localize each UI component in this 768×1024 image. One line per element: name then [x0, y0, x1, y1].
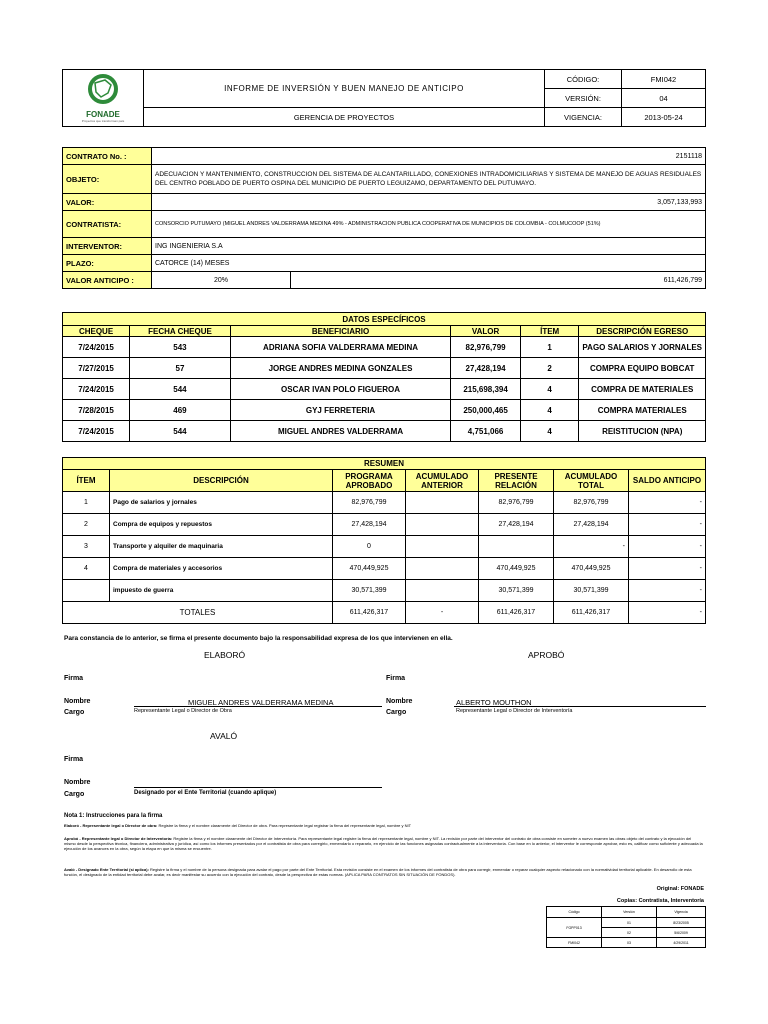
saldo-cell: -: [629, 580, 706, 602]
totals-row: [63, 602, 706, 624]
item-cell: 4: [63, 558, 110, 580]
aprobo-heading: APROBÓ: [528, 650, 565, 660]
item-cell: 4: [520, 379, 579, 400]
descripcion-cell: COMPRA MATERIALES: [579, 400, 706, 421]
aprobo-nombre-value: ALBERTO MOUTHON: [456, 698, 532, 707]
anticipo-pct: 20%: [152, 272, 291, 289]
elaboro-cargo-value: Representante Legal o Director de Obra: [134, 708, 232, 714]
logo-cell: [63, 70, 144, 127]
anticipo-label: VALOR ANTICIPO :: [63, 272, 152, 289]
logo-tagline: Proyectos que transforman país: [81, 119, 125, 123]
descripcion-cell: Transporte y alquiler de maquinaria: [110, 536, 333, 558]
presente-cell: 82,976,799: [479, 492, 554, 514]
acumulado-total-cell: 470,449,925: [554, 558, 629, 580]
datos-header-beneficiario: BENEFICIARIO: [230, 326, 450, 337]
cheque-cell: 7/27/2015: [63, 358, 130, 379]
item-cell: 2: [63, 514, 110, 536]
version-history-table: [546, 906, 706, 948]
version-value: 04: [622, 89, 706, 108]
datos-table: [62, 312, 706, 442]
descripcion-cell: COMPRA DE MATERIALES: [579, 379, 706, 400]
acumulado-anterior-cell: [406, 558, 479, 580]
aprobo-nombre-line: [454, 706, 706, 707]
datos-header-descripcion: DESCRIPCIÓN EGRESO: [579, 326, 706, 337]
table-row: [63, 358, 706, 379]
valor-cell: 27,428,194: [451, 358, 521, 379]
item-cell: 3: [63, 536, 110, 558]
constancia-text: Para constancia de lo anterior, se firma el presente documento bajo la responsabilidad expresa de los que intervienen en ella.: [64, 635, 453, 642]
datos-header-cheque: CHEQUE: [63, 326, 130, 337]
codigo-label: CÓDIGO:: [545, 70, 622, 89]
item-cell: 2: [520, 358, 579, 379]
table-row: [63, 492, 706, 514]
fonade-logo-icon: [75, 73, 131, 109]
beneficiario-cell: JORGE ANDRES MEDINA GONZALES: [230, 358, 450, 379]
contrato-label: CONTRATO No. :: [63, 148, 152, 165]
table-row: [63, 421, 706, 442]
avalo-cargo-label: Cargo: [64, 791, 85, 798]
note-avalo: [64, 867, 704, 877]
descripcion-cell: Compra de materiales y accesorios: [110, 558, 333, 580]
history-header-version: Versión: [602, 907, 657, 918]
note-avalo-text: Registre la firma y el nombre de la persona designada para avalar el pago por parte del Ente Territorial. Esta revisión consiste en el examen de los informes del contratista de obra para corregir, enmendar o reparar cualquier aspecto relacionado con la normatividad territorial aplicable. En desarrollo de esta función, el designado de la entidad territorial debe avalar, es decir manifestar su acuerdo con la ejecución del contrato, desde la perspectiva de estas normas. (APLICA PARA CONTRATOS SIN SITUACIÓN DE FONDOS).: [64, 867, 692, 877]
anticipo-value: 611,426,799: [291, 272, 706, 289]
fecha-cell: 544: [130, 421, 231, 442]
aprobo-cargo-label: Cargo: [386, 709, 407, 716]
descripcion-cell: PAGO SALARIOS Y JORNALES: [579, 337, 706, 358]
programa-cell: 30,571,399: [333, 580, 406, 602]
elaboro-nombre-label: Nombre: [64, 698, 91, 705]
datos-header-fecha: FECHA CHEQUE: [130, 326, 231, 337]
avalo-nombre-label: Nombre: [64, 779, 91, 786]
descripcion-cell: impuesto de guerra: [110, 580, 333, 602]
totals-label: TOTALES: [63, 602, 333, 624]
saldo-cell: -: [629, 558, 706, 580]
descripcion-cell: REISTITUCION (NPA): [579, 421, 706, 442]
saldo-cell: -: [629, 514, 706, 536]
presente-cell: 470,449,925: [479, 558, 554, 580]
table-row: [63, 558, 706, 580]
saldo-cell: -: [629, 536, 706, 558]
beneficiario-cell: OSCAR IVAN POLO FIGUEROA: [230, 379, 450, 400]
interventor-value: ING INGENIERIA S.A: [152, 238, 706, 255]
table-row: [63, 580, 706, 602]
acumulado-total-cell: 82,976,799: [554, 492, 629, 514]
elaboro-nombre-line: [134, 706, 382, 707]
contrato-value: 2151118: [152, 148, 706, 165]
contract-table: [62, 147, 706, 289]
cheque-cell: 7/24/2015: [63, 421, 130, 442]
resumen-header-presente: PRESENTE RELACIÓN: [479, 470, 554, 492]
table-row: [547, 918, 706, 928]
resumen-header-saldo: SALDO ANTICIPO: [629, 470, 706, 492]
fecha-cell: 544: [130, 379, 231, 400]
programa-cell: 470,449,925: [333, 558, 406, 580]
cheque-cell: 7/24/2015: [63, 337, 130, 358]
acumulado-total-cell: -: [554, 536, 629, 558]
note-elaboro-label: Elaboró - Representante legal o Director de obra:: [64, 823, 158, 828]
history-version-cell: 02: [602, 928, 657, 938]
acumulado-total-cell: 27,428,194: [554, 514, 629, 536]
notes-title: Nota 1: Instrucciones para la firma: [64, 813, 163, 819]
note-elaboro: [64, 823, 704, 828]
avalo-firma-label: Firma: [64, 756, 84, 763]
history-header-vigencia: Vigencia: [657, 907, 706, 918]
header-table: [62, 69, 706, 127]
cheque-cell: 7/24/2015: [63, 379, 130, 400]
resumen-header-descripcion: DESCRIPCIÓN: [110, 470, 333, 492]
history-version-cell: 03: [602, 938, 657, 948]
beneficiario-cell: ADRIANA SOFIA VALDERRAMA MEDINA: [230, 337, 450, 358]
history-header-codigo: Código: [547, 907, 602, 918]
fecha-cell: 57: [130, 358, 231, 379]
acumulado-anterior-cell: [406, 492, 479, 514]
footer-original: Original: FONADE: [656, 886, 704, 892]
aprobo-cargo-value: Representante Legal o Director de Interventoría: [456, 708, 573, 714]
total-acumulado-anterior: -: [406, 602, 479, 624]
plazo-value: CATORCE (14) MESES: [152, 255, 706, 272]
codigo-value: FMI042: [622, 70, 706, 89]
vigencia-label: VIGENCIA:: [545, 108, 622, 127]
saldo-cell: -: [629, 492, 706, 514]
table-row: [63, 379, 706, 400]
total-acumulado-total: 611,426,317: [554, 602, 629, 624]
objeto-value: ADECUACION Y MANTENIMIENTO, CONSTRUCCION DEL SISTEMA DE ALCANTARILLADO, CONEXIONES INTRADOMICILIARIAS Y SISTEMA DE MANEJO DE AGUAS RESIDUALES DEL CENTRO POBLADO DE PUERTO OSPINA DEL MUNICIPIO DE PUERTO LEGUIZAMO, DEPARTAMENTO DEL PUTUMAYO.: [152, 165, 706, 194]
contratista-value: CONSORCIO PUTUMAYO (MIGUEL ANDRES VALDERRAMA MEDINA 49% - ADMINISTRACION PUBLICA COOPERATIVA DE MUNICIPIOS DE COLOMBIA - COLMUCOOP (51%): [152, 211, 706, 238]
fecha-cell: 469: [130, 400, 231, 421]
acumulado-anterior-cell: [406, 580, 479, 602]
avalo-nombre-line: [134, 787, 382, 788]
resumen-header-acumulado-anterior: ACUMULADO ANTERIOR: [406, 470, 479, 492]
presente-cell: 30,571,399: [479, 580, 554, 602]
vigencia-value: 2013-05-24: [622, 108, 706, 127]
interventor-label: INTERVENTOR:: [63, 238, 152, 255]
programa-cell: 27,428,194: [333, 514, 406, 536]
programa-cell: 0: [333, 536, 406, 558]
valor-label: VALOR:: [63, 194, 152, 211]
valor-cell: 4,751,066: [451, 421, 521, 442]
history-vigencia-cell: 4/29/2011: [657, 938, 706, 948]
total-presente: 611,426,317: [479, 602, 554, 624]
cheque-cell: 7/28/2015: [63, 400, 130, 421]
descripcion-cell: Compra de equipos y repuestos: [110, 514, 333, 536]
resumen-title: RESUMEN: [63, 458, 706, 470]
descripcion-cell: Pago de salarios y jornales: [110, 492, 333, 514]
elaboro-firma-label: Firma: [64, 675, 84, 682]
table-row: [63, 400, 706, 421]
resumen-header-acumulado-total: ACUMULADO TOTAL: [554, 470, 629, 492]
total-saldo: -: [629, 602, 706, 624]
history-vigencia-cell: 8/23/2005: [657, 918, 706, 928]
valor-cell: 215,698,394: [451, 379, 521, 400]
presente-cell: 27,428,194: [479, 514, 554, 536]
resumen-header-programa: PROGRAMA APROBADO: [333, 470, 406, 492]
item-cell: 4: [520, 421, 579, 442]
valor-cell: 82,976,799: [451, 337, 521, 358]
total-programa: 611,426,317: [333, 602, 406, 624]
acumulado-total-cell: 30,571,399: [554, 580, 629, 602]
item-cell: 1: [63, 492, 110, 514]
resumen-header-item: ÍTEM: [63, 470, 110, 492]
datos-header-item: ÍTEM: [520, 326, 579, 337]
table-row: [63, 514, 706, 536]
department-label: GERENCIA DE PROYECTOS: [144, 108, 545, 127]
fecha-cell: 543: [130, 337, 231, 358]
note-aprobo-label: Aprobó - Representante legal o Director de Interventoría:: [64, 836, 173, 841]
footer-copias: Copias: Contratista, Interventoría: [616, 898, 704, 904]
plazo-label: PLAZO:: [63, 255, 152, 272]
history-codigo-cell: FGPP013: [547, 918, 602, 938]
acumulado-anterior-cell: [406, 514, 479, 536]
beneficiario-cell: GYJ FERRETERIA: [230, 400, 450, 421]
objeto-label: OBJETO:: [63, 165, 152, 194]
note-avalo-label: Avaló - Designado Ente Territorial (si aplica):: [64, 867, 149, 872]
item-cell: [63, 580, 110, 602]
valor-value: 3,057,133,993: [152, 194, 706, 211]
descripcion-cell: COMPRA EQUIPO BOBCAT: [579, 358, 706, 379]
avalo-cargo-value: Designado por el Ente Territorial (cuando aplique): [134, 790, 277, 796]
item-cell: 4: [520, 400, 579, 421]
resumen-table: [62, 457, 706, 624]
logo-text: FONADE: [86, 110, 120, 119]
valor-cell: 250,000,465: [451, 400, 521, 421]
acumulado-anterior-cell: [406, 536, 479, 558]
presente-cell: [479, 536, 554, 558]
aprobo-nombre-label: Nombre: [386, 698, 413, 705]
elaboro-heading: ELABORÓ: [204, 650, 246, 660]
note-aprobo: [64, 836, 704, 851]
avalo-heading: AVALÓ: [210, 731, 238, 741]
history-vigencia-cell: 5/6/2009: [657, 928, 706, 938]
elaboro-nombre-value: MIGUEL ANDRES VALDERRAMA MEDINA: [188, 698, 334, 707]
note-aprobo-text: Registre la firma y el nombre claramente del Director de Interventoría. Para representante legal registre la firma del representante legal, nombre y NIT. La revisión por parte del interventor del contrato de obra consiste en someter a nuevo examen las obras objeto del contrato y la ejecución del mismo desde la perspectiva técnica, financiera, administrativa y jurídica, así como los informes presentados por el contratista de obra para corregirlo, enmendarlo o repararlo, en ejercicio de las funciones asignadas contractualmente a la interventoría. Con base en lo anterior, el interventor le corresponde aprobar, esto es, calificar como suficiente y adecuada la ejecución de los avances en la obra, según la etapa en que la misma se encuentre.: [64, 836, 703, 851]
item-cell: 1: [520, 337, 579, 358]
table-row: [63, 536, 706, 558]
datos-header-valor: VALOR: [451, 326, 521, 337]
elaboro-cargo-label: Cargo: [64, 709, 85, 716]
table-row: [63, 337, 706, 358]
history-codigo-cell: FMI042: [547, 938, 602, 948]
beneficiario-cell: MIGUEL ANDRES VALDERRAMA: [230, 421, 450, 442]
datos-title: DATOS ESPECÍFICOS: [63, 313, 706, 326]
history-version-cell: 01: [602, 918, 657, 928]
programa-cell: 82,976,799: [333, 492, 406, 514]
document-title: INFORME DE INVERSIÓN Y BUEN MANEJO DE ANTICIPO: [144, 70, 545, 108]
version-label: VERSIÓN:: [545, 89, 622, 108]
table-row: [547, 938, 706, 948]
aprobo-firma-label: Firma: [386, 675, 406, 682]
contratista-label: CONTRATISTA:: [63, 211, 152, 238]
note-elaboro-text: Registre la firma y el nombre claramente del Director de obra. Para representante legal registrar la firma del representante legal, nombre y NIT: [158, 823, 412, 828]
